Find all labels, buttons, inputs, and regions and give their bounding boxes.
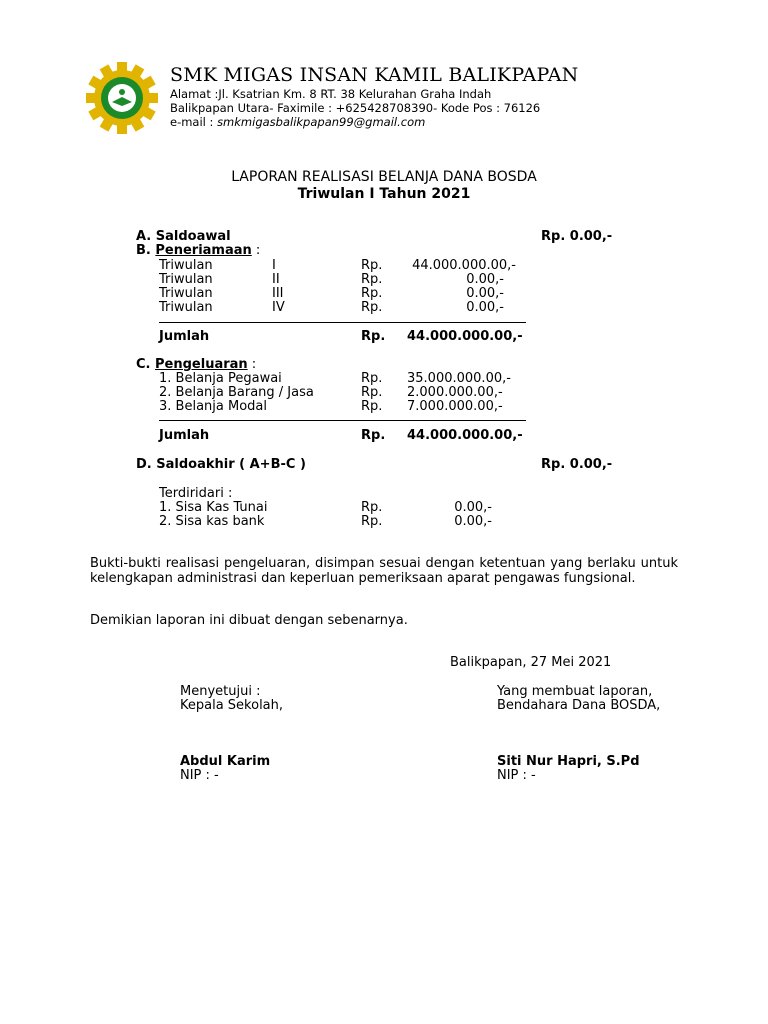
left-sign-line1: Menyetujui : <box>180 684 261 699</box>
pengeluaran-row-label: 3. Belanja Modal <box>159 399 267 414</box>
pengeluaran-heading <box>136 357 256 372</box>
report-subtitle: Triwulan I Tahun 2021 <box>297 186 471 202</box>
penerimaan-row-roman: IV <box>272 300 285 315</box>
pengeluaran-label: Pengeluaran <box>155 357 248 372</box>
demikian-paragraph: Demikian laporan ini dibuat dengan sebenarnya. <box>90 613 408 628</box>
penerimaan-row-amount: 0.00,- <box>466 286 504 301</box>
right-signer-name: Siti Nur Hapri, S.Pd <box>497 754 640 769</box>
penerimaan-row-currency: Rp. <box>361 272 383 287</box>
penerimaan-row-label: Triwulan <box>159 300 213 315</box>
pengeluaran-row-amount: 7.000.000.00,- <box>407 399 503 414</box>
bukti-paragraph: Bukti-bukti realisasi pengeluaran, disimpan sesuai dengan ketentuan yang berlaku untuk kelengkapan administrasi dan keperluan pemeriksaan aparat pengawas fungsional. <box>90 556 678 586</box>
penerimaan-total-label: Jumlah <box>159 329 210 344</box>
pengeluaran-suffix: : <box>247 357 257 372</box>
school-name: SMK MIGAS INSAN KAMIL BALIKPAPAN <box>170 64 579 86</box>
penerimaan-row-currency: Rp. <box>361 258 383 273</box>
saldo-awal-value: Rp. 0.00,- <box>541 229 613 244</box>
penerimaan-row-roman: II <box>272 272 280 287</box>
pengeluaran-row-amount: 35.000.000.00,- <box>407 371 511 386</box>
penerimaan-row-roman: I <box>272 258 276 273</box>
pengeluaran-prefix: C. <box>136 357 156 372</box>
penerimaan-row-currency: Rp. <box>361 286 383 301</box>
email-address[interactable]: smkmigasbalikpapan99@gmail.com <box>217 115 426 129</box>
right-signer-nip: NIP : - <box>497 768 536 783</box>
terdiri-row-currency: Rp. <box>361 514 383 529</box>
saldo-akhir-value: Rp. 0.00,- <box>541 457 613 472</box>
penerimaan-label: Peneriamaan <box>155 243 252 258</box>
pengeluaran-total-amount: 44.000.000.00,- <box>407 428 523 443</box>
school-logo <box>86 62 158 134</box>
pengeluaran-row-currency: Rp. <box>361 385 383 400</box>
pengeluaran-row-currency: Rp. <box>361 399 383 414</box>
penerimaan-total-divider <box>159 322 526 323</box>
penerimaan-row-roman: III <box>272 286 284 301</box>
penerimaan-prefix: B. <box>136 243 156 258</box>
terdiri-row-amount: 0.00,- <box>454 514 492 529</box>
right-sign-line1: Yang membuat laporan, <box>497 684 653 699</box>
terdiri-row-label: 1. Sisa Kas Tunai <box>159 500 268 515</box>
penerimaan-row-amount: 44.000.000.00,- <box>412 258 516 273</box>
penerimaan-row-label: Triwulan <box>159 286 213 301</box>
terdiri-row-label: 2. Sisa kas bank <box>159 514 265 529</box>
left-signer-name: Abdul Karim <box>180 754 271 769</box>
terdiri-row-currency: Rp. <box>361 500 383 515</box>
left-sign-line2: Kepala Sekolah, <box>180 698 284 713</box>
penerimaan-row-amount: 0.00,- <box>466 300 504 315</box>
penerimaan-heading <box>136 243 260 258</box>
penerimaan-suffix: : <box>251 243 261 258</box>
pengeluaran-row-label: 2. Belanja Barang / Jasa <box>159 385 314 400</box>
pengeluaran-total-label: Jumlah <box>159 428 210 443</box>
penerimaan-total-currency: Rp. <box>361 329 386 344</box>
pengeluaran-total-divider <box>159 420 526 421</box>
left-signer-nip: NIP : - <box>180 768 219 783</box>
saldo-akhir-label: D. Saldoakhir ( A+B-C ) <box>136 457 306 472</box>
pengeluaran-row-amount: 2.000.000.00,- <box>407 385 503 400</box>
place-date: Balikpapan, 27 Mei 2021 <box>450 655 612 670</box>
email-label: e-mail : <box>170 115 218 129</box>
penerimaan-row-amount: 0.00,- <box>466 272 504 287</box>
terdiri-label: Terdiridari : <box>159 486 233 501</box>
school-contact: Balikpapan Utara- Faximile : +625428708390- Kode Pos : 76126 <box>170 101 541 115</box>
school-email-line <box>170 115 425 129</box>
pengeluaran-row-currency: Rp. <box>361 371 383 386</box>
pengeluaran-total-currency: Rp. <box>361 428 386 443</box>
school-address: Alamat :Jl. Ksatrian Km. 8 RT. 38 Kelurahan Graha Indah <box>170 87 492 101</box>
report-title: LAPORAN REALISASI BELANJA DANA BOSDA <box>231 169 537 185</box>
pengeluaran-row-label: 1. Belanja Pegawai <box>159 371 282 386</box>
saldo-awal-label: A. Saldoawal <box>136 229 231 244</box>
right-sign-line2: Bendahara Dana BOSDA, <box>497 698 661 713</box>
penerimaan-row-currency: Rp. <box>361 300 383 315</box>
penerimaan-total-amount: 44.000.000.00,- <box>407 329 523 344</box>
penerimaan-row-label: Triwulan <box>159 258 213 273</box>
penerimaan-row-label: Triwulan <box>159 272 213 287</box>
terdiri-row-amount: 0.00,- <box>454 500 492 515</box>
